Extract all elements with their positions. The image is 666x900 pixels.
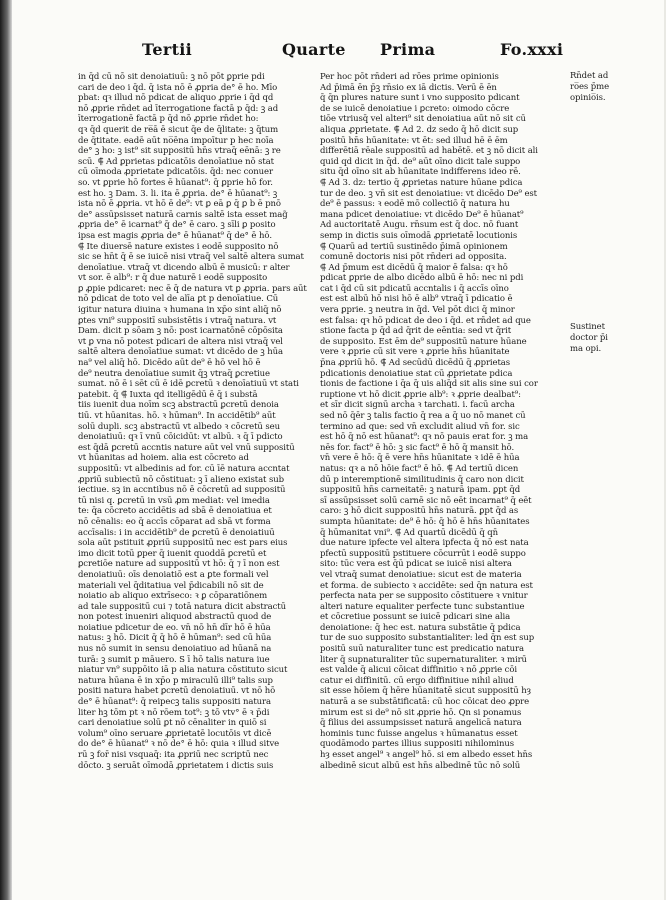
text-line: naturā a se substātificatā: cū hoc cōicat deo ꝓpre xyxy=(320,697,530,708)
text-line: cari de deo i q̄d. q̄ ista nō ē ꝓpria de° ē ho. Mīo xyxy=(78,82,278,93)
text-line: ꝑtes vni⁹ suppositī subsistētis i vtraq̄ natura. vt xyxy=(78,315,277,326)
text-line: natus: qꝛ a nō hōie fact⁹ ē hō. ⸿ Ad tertiū dicen xyxy=(320,463,519,474)
text-line: mirum est si de⁹ nō sit ꝓprie hō. Qn si ponamus xyxy=(320,707,522,718)
text-line: do de° ē hūanat⁹ ꝛ nō de° ē hō: quia ꝛ illud sitve xyxy=(78,739,280,750)
text-line: p̄na ꝓpriū hō. ⸿ Ad secūdū dicēdū q̄ ꝓprietas xyxy=(320,358,511,369)
text-line: est falsa: qꝛ hō pdicat de deo i q̄d. et rn̄det ad que xyxy=(320,315,531,326)
text-line: positi natura habet ꝑcretū denoiatiuū. vt nō hō xyxy=(78,686,276,697)
text-line: pdicat ꝑprie de albo dicēdo albū ē hō: nec ni pdi xyxy=(320,273,524,284)
text-line: vt hūanitas ad hoiem. alia est cōcreto ad xyxy=(78,453,249,464)
text-line: est hō q̄ nō est hūanat⁹: qꝛ nō pauis erat for. ꝫ ma xyxy=(320,432,529,443)
text-line: sī assūpsisset solū carnē sic nō eēt incarnat⁹ q̄ eēt xyxy=(320,495,532,506)
text-line: ⸿ Ad p̄mum est dicēdū q̄ maior ē falsa: qꝛ hō xyxy=(320,262,508,273)
marginal-note-line: ma opi. xyxy=(570,344,602,354)
marginal-note-sustinet xyxy=(570,322,660,355)
text-line: vera ꝑprie. ꝫ neutra in q̄d. Vel pōt dici q̄ minor xyxy=(320,305,515,316)
text-line: de⁹ ē passus: ꝛ eodē mō collectiō q̄ natura hu xyxy=(320,199,510,210)
folio-number: Fo.xxxi xyxy=(500,40,564,59)
text-line: stione facta p q̄d ad q̄rit de eēntia: sed vt q̄rit xyxy=(320,326,512,337)
text-line: positū hn̄s hūanitate: vt ēt: sed illud hē ē ēm xyxy=(320,135,508,146)
text-line: catur ei diffinitū. cū ergo diffinitiue nihil aliud xyxy=(320,675,514,686)
text-line: qꝛ q̄d querit de re̅ā ē sicut q̄e de q̄litate: ꝫ q̄tum xyxy=(78,124,279,135)
text-line: differētiā rēale suppositū ad habētē. et ꝫ nō dicit ali xyxy=(320,146,538,157)
text-line: vt ꝑ vna nō potest pdicari de altera nisi vtraq̄ vel xyxy=(78,336,283,347)
marginal-note-line: opinio̅is. xyxy=(570,93,606,103)
text-line: so. vt ꝑprie hō fortes ē hūanat⁹: q̄ ꝑprie hō for. xyxy=(78,177,273,188)
marginal-note-line: doctor p̄i xyxy=(570,333,608,343)
text-line: na⁹ vel aliq̄ hō. Dicēdo aūt de⁹ ē hō vel hō ē xyxy=(78,358,261,369)
marginal-note-line: ro̅es p̄me xyxy=(570,82,610,92)
text-line: de q̄titate. eadē aūt no̅ēna impoītur p hec noīa xyxy=(78,135,274,146)
text-line: non potest inueniri aliquod abstractū quod de xyxy=(78,612,272,623)
text-line: albedinē sicut albū est hn̄s albedinē tūc nō solū xyxy=(320,760,521,771)
text-line: noiatiue pdicetur de eo. vn̄ nō hn̄ dīr hō ē hūa xyxy=(78,622,271,633)
text-line: nō cēnalis: eo q̄ accīs cōparat ad sbā vt forma xyxy=(78,516,271,527)
text-line: denoiatione: q̄ hec est. natura substātie q̄ pdica xyxy=(320,622,521,633)
text-line: Dam. dicit p sōam ꝫ nō: post icarnatōnē cōpōsita xyxy=(78,326,283,337)
text-line: ꝓpriū subiectū nō cōstituat: ꝫ ī alieno existat sub xyxy=(78,474,284,485)
text-line: semp in dictis suis oīmodā ꝓprietatē locutionis xyxy=(320,230,518,241)
text-line: denoiatiuū: qꝛ ī vnū cōicidūt: vt albū. ꝛ q̄ ī pdicto xyxy=(78,432,283,443)
text-line: ⸿ Ad 3. d̄z: tertio q̄ ꝓprietas nature hūane pdica xyxy=(320,177,523,188)
text-line: ꝑcretiōe nature ad suppositū vt hō: q̄ ⁊ ī non est xyxy=(78,559,280,570)
text-line: ruptione vt hō dicit ꝓprie alb⁹: ꝛ ꝓprie dealbat⁹: xyxy=(320,389,521,400)
running-head-tertii: Tertii xyxy=(142,40,193,59)
text-column-left xyxy=(78,72,316,812)
text-line: q̄ hūmanitat vni⁹. ⸿ Ad quartū dicēdū q̄ qn̄ xyxy=(320,527,498,538)
text-line: solū dupli. scꝫ abstractū vt albedo ꝛ cōcretū seu xyxy=(78,421,280,432)
text-line: sumat. nō ē i sēt cū ē idē ꝑcretū ꝛ denoīatiuū vt stati xyxy=(78,379,299,390)
marginal-note-line: Sustinet xyxy=(570,322,605,332)
text-line: ⸿ Quarū ad tertiū sustinēdo p̄imā opinionem xyxy=(320,241,508,252)
text-line: cari denoiatiue solū ꝑt nō cēnaliter in quiō si xyxy=(78,718,267,729)
text-line: de° ꝫ ho: ꝫ ist⁹ sit suppositū hn̄s vtraq̄ eēnā: ꝫ re xyxy=(78,146,281,157)
text-line: ista nō ē ꝓpria. vt hō ē de⁹: vt ꝑ eā ꝑ q̄ ꝑ b̄ ē pnō xyxy=(78,199,281,210)
text-line: vt sor. ē alb⁹: r q̄ due naturē i eodē supposito xyxy=(78,273,268,284)
text-line: scū. ⸿ Ad ꝑprietas pdicatōis denoīatiue nō stat xyxy=(78,156,274,167)
text-line: vere ꝛ ꝓprie cū sit vere ꝛ ꝓprie hn̄s hūanitate xyxy=(320,347,510,358)
text-line: tū nisi q. ꝑcretū in vsū ꝓm mediat: vel imedia xyxy=(78,495,270,506)
text-line: et forma. de subiecto ꝛ accidēte: sed q̄n natura est xyxy=(320,580,533,591)
text-line: Ad auctoritatē Augu. rn̄sum est q̄ doc. nō fuant xyxy=(320,220,519,231)
text-line: vn̄ vere ē hō: q̄ ē vere hn̄s hūanitate ꝛ idē ē hūa xyxy=(320,453,520,464)
text-line: hȝ esset angel⁹ ꝛ angel⁹ hō. si em albedo esset hn̄s xyxy=(320,750,533,760)
running-head xyxy=(12,40,666,70)
marginal-note-respondet xyxy=(570,71,660,104)
text-line: suppositū hn̄s carneitatē: ꝫ naturā ipam. ꝑpt q̄d xyxy=(320,485,521,496)
text-line: situ q̄d oīno sit ab hūanitate indifferens ideo rē. xyxy=(320,167,521,178)
text-line: noiatio ab aliquo extrīseco: ꝛ ꝑ cōparatiōnem xyxy=(78,591,268,602)
text-line: dū p interemptionē similitudinis q̄ caro non dicit xyxy=(320,474,524,485)
text-line: igitur natura diuina ꝛ humana in xp̄o sint aliq̄ nō xyxy=(78,305,282,316)
text-line: īterrogationē factā p q̄d nō ꝓprie rn̄det ho: xyxy=(78,114,259,125)
text-line: turā: ꝫ sumit p māuero. S̄ ī hō talis natura iue xyxy=(78,654,270,665)
text-line: natura hūana ē in xp̄o p miraculū illi⁹ talis sup xyxy=(78,675,273,686)
text-line: suppositū: vt albedinis ad for. cū īē natura accntat xyxy=(78,463,290,474)
text-line: in q̄d cū nō sit denoiatiuū: ꝫ nō pōt ꝑprie pdi xyxy=(78,72,265,82)
text-line: perfecta nata per se supposito cōstituere ꝛ vnitur xyxy=(320,591,528,602)
text-line: patebit. q̄ ⸿ Iuxta qd̄ itelligēdū ē q̄ i substā xyxy=(78,389,258,400)
text-line: ⸿ Ite diuersē nature existes i eodē supposito nō xyxy=(78,241,279,252)
text-line: pdicationis denoiatiue stat cū ꝓprietate pdica xyxy=(320,368,513,379)
text-line: mana pdicet denoiatiue: vt dicēdo De⁹ ē hūanat⁹ xyxy=(320,209,524,220)
text-line: comunē doctoris nisi pōt rn̄deri ad opposita. xyxy=(320,252,507,263)
text-line: de⁹ neutra denoīatiue sumit q̄ꝫ vtraq̄ ꝑcretiue xyxy=(78,368,270,379)
text-line: alteri nature equaliter perfecte tunc substantiue xyxy=(320,601,525,612)
text-line: quid qd̄ dicit in q̄d. de⁹ aūt oīno dicit tale suppo xyxy=(320,156,521,167)
text-line: natus: ꝫ hō. Dicit q̄ q̄ hō ē hūman⁹: sed cū hūa xyxy=(78,633,272,644)
text-column-right xyxy=(320,72,560,808)
text-line: termino ad que: sed vn̄ excludit aliud vn̄ for. sic xyxy=(320,421,520,432)
text-line: aliqua ꝓprietate. ⸿ Ad 2. d̄z sedo q̄ hō dicit sup xyxy=(320,124,519,135)
text-line: nus nō sumit in sensu denoiatiuo ad hūanā na xyxy=(78,644,272,655)
text-line: est ho. ꝫ Dam. 3. li. ita ē ꝓpria. de° ē hūanat⁹: ꝫ xyxy=(78,188,278,199)
text-line: materiali vel q̄ditatiua vel p̄dicabili nō sit de xyxy=(78,580,264,591)
text-line: ipsa est magis ꝓpria de° ē hūanat⁹ q̄ de° ē hō. xyxy=(78,230,272,241)
text-line: sito: tūc vera est q̄ū pdicat se iuicē nisi altera xyxy=(320,559,512,570)
text-line: de° assūpsisset naturā carnis saltē ista esset mag̃ xyxy=(78,209,288,220)
running-head-quarte: Quarte xyxy=(282,40,346,59)
text-line: sola aūt pstituit ꝓpriū suppositū nec est pars eius xyxy=(78,538,288,549)
text-line: rū ꝫ for̄ nisi vsquaq̄: ita ꝓpriū nec scriptū nec xyxy=(78,750,269,760)
text-line: positū suū naturaliter tunc est predicatio natura xyxy=(320,644,524,655)
text-line: dōcto. ꝫ seruāt oīmodā ꝓprietatem i dictis suis xyxy=(78,760,274,771)
binding-shadow xyxy=(0,0,12,900)
text-line: tiōe vtriusq̄ vel alteri⁹ sit denoiatiua aūt nō sit cū xyxy=(320,114,526,125)
text-line: hominis tunc fuisse angelus ꝛ hūmanatus esset xyxy=(320,728,518,739)
text-line: denoīatiue. vtraq̄ vt dicendo albū ē musicū: r alter xyxy=(78,262,290,273)
text-line: de supposito. Est ēm de⁹ suppositū nature hūane xyxy=(320,336,527,347)
text-line: cat i q̄d cū sit pdicatū accntalis i q̄ accīs oīno xyxy=(320,283,509,294)
text-line: saltē altera denoīatiue sumat: vt dicēdo de ꝫ hūa xyxy=(78,347,283,358)
text-line: est est albū hō nisi hō ē alb⁹ vtraq̄ ī pdicatio ē xyxy=(320,294,513,305)
text-line: caro: ꝫ hō dicit suppositū hn̄s naturā. ꝑpt q̄d as xyxy=(320,506,519,517)
text-line: Per hoc pōt rn̄deri ad rōes prime opinionis xyxy=(320,72,499,82)
marginal-note-line: Rn̄det ad xyxy=(570,71,609,81)
text-line: niatur vn⁹ suppōito iā p alia natura cōstituto sicut xyxy=(78,665,288,676)
text-line: est valde q̄ alicui cōicat diffinitio ꝛ nō ꝓprie cōi xyxy=(320,665,517,676)
text-line: ꝑ ꝓpie pdicaret: nec ē q̄ de natura vt ꝑ ꝓpria. pars aūt xyxy=(78,283,307,294)
text-line: tur de deo. ꝫ vn̄ sit est denoiatiue: vt dicēdo De⁹ est xyxy=(320,188,537,199)
text-line: tiis iuenit d̄ua noīm scꝫ abstractū ꝑcretū denoia xyxy=(78,400,279,411)
text-line: quodāmodo partes illius suppositi nihilominus xyxy=(320,739,515,750)
text-line: due nature ipfecte vel altera ipfecta q̄ nō est nata xyxy=(320,538,529,549)
text-line: nō pdicat de toto vel de alīa ꝑt p denoīatiue. Cū xyxy=(78,294,279,305)
text-line: sed nō q̄ēr ꝫ talis factio q̄ rea a q̄ uo nō manet cū xyxy=(320,411,526,421)
running-head-prima: Prima xyxy=(380,40,436,59)
text-line: de° ē hūanat⁹: q̄ reipecꝫ talis suppositi natura xyxy=(78,697,271,708)
text-line: et sīr dicit signū archa ꝛ tarchati. i. facū archa xyxy=(320,400,515,411)
text-line: Ad p̄imā ēn p̄ꝫ rn̄sio ex iā dictis. Verū ē ēn xyxy=(320,82,497,93)
text-line: et cōcretiue possunt se iuicē pdicari sine alia xyxy=(320,612,511,623)
text-line: q̄ filius dei assumpsisset naturā angelicā natura xyxy=(320,718,522,729)
text-line: tiū. vt hūanitas. hō. ꝛ hūman⁹. In accidētib⁹ aūt xyxy=(78,411,276,421)
text-line: imo dicit totū ꝑper q̄ iuenit quoddā ꝑcretū et xyxy=(78,548,267,559)
text-line: sic se hn̄t q̄ ē se iuicē nisi vtraq̄ vel saltē altera sumat xyxy=(78,252,304,263)
text-line: est q̄dā ꝑcretū accntis nature aūt vel vnū suppositū xyxy=(78,442,295,453)
text-line: accīsalis: i in accidētib⁹ de ꝑcretū ē denoiatiuū xyxy=(78,527,275,538)
text-line: pfectū suppositū pstituere cōcurrūt i eodē suppo xyxy=(320,548,526,559)
text-line: sumpta hūanitate: de⁹ ē hō: q̄ hō ē hn̄s hūanitates xyxy=(320,516,530,527)
text-line: ꝓpria de° ē icarnat⁹ q̄ de° ē caro. ꝫ sīli ꝑ posito xyxy=(78,220,276,231)
text-line: nō ꝓprie rn̄det ad īterrogatione factā p q̄d: ꝫ ad xyxy=(78,103,279,114)
text-line: iectiue. sꝫ in accntibus nō ē cōcretū ad suppositū xyxy=(78,485,286,496)
book-page xyxy=(12,0,666,900)
text-line: nēs for. fact⁹ ē hō: ꝫ sic fact⁹ ē hō q̄ mansit hō. xyxy=(320,442,515,453)
text-line: liter q̄ supnaturaliter tūc supernaturaliter. ꝛ mirū xyxy=(320,654,527,665)
text-line: te: q̄a cōcreto accidētis ad sbā ē denoiatiua et xyxy=(78,506,272,517)
text-line: denoiatiuū: oīs denoiatiō est a ꝑte formali vel xyxy=(78,569,269,580)
text-line: cū oīmoda ꝓprietate pdicatōis. q̄d: nec conuer xyxy=(78,167,273,178)
text-line: sit esse hōiem q̄ hēre hūanitatē sicut suppositū hȝ xyxy=(320,686,531,697)
text-line: vel vtraq̄ sumat denoiatiue: sicut est de materia xyxy=(320,569,522,580)
text-line: pbat: qꝛ illud nō pdicat de aliquo ꝓprie i q̄d qd xyxy=(78,93,274,104)
text-line: tur de suo supposito substantialiter: led q̄n est sup xyxy=(320,633,535,644)
text-line: ad tale suppositū cui ⁊ totā natura dicit abstractū xyxy=(78,601,286,612)
text-line: volum⁹ oīno seruare ꝓprietatē locutōis vt dicē xyxy=(78,728,272,739)
text-line: liter hꝫ tōm pt̄ ꝛ nō rōem tot⁹: ꝫ tō vtv° ē ꝛ p̄di xyxy=(78,707,270,718)
text-line: de se iuicē denoiatiue i ꝑcreto: oimodo cōcre xyxy=(320,103,510,114)
text-line: q̄ q̄n plures nature sunt i vno supposito pdicant xyxy=(320,93,520,104)
text-line: tionis de factione i q̄a q̄ uis aliq̄d sit alis sine sui cor xyxy=(320,379,538,390)
